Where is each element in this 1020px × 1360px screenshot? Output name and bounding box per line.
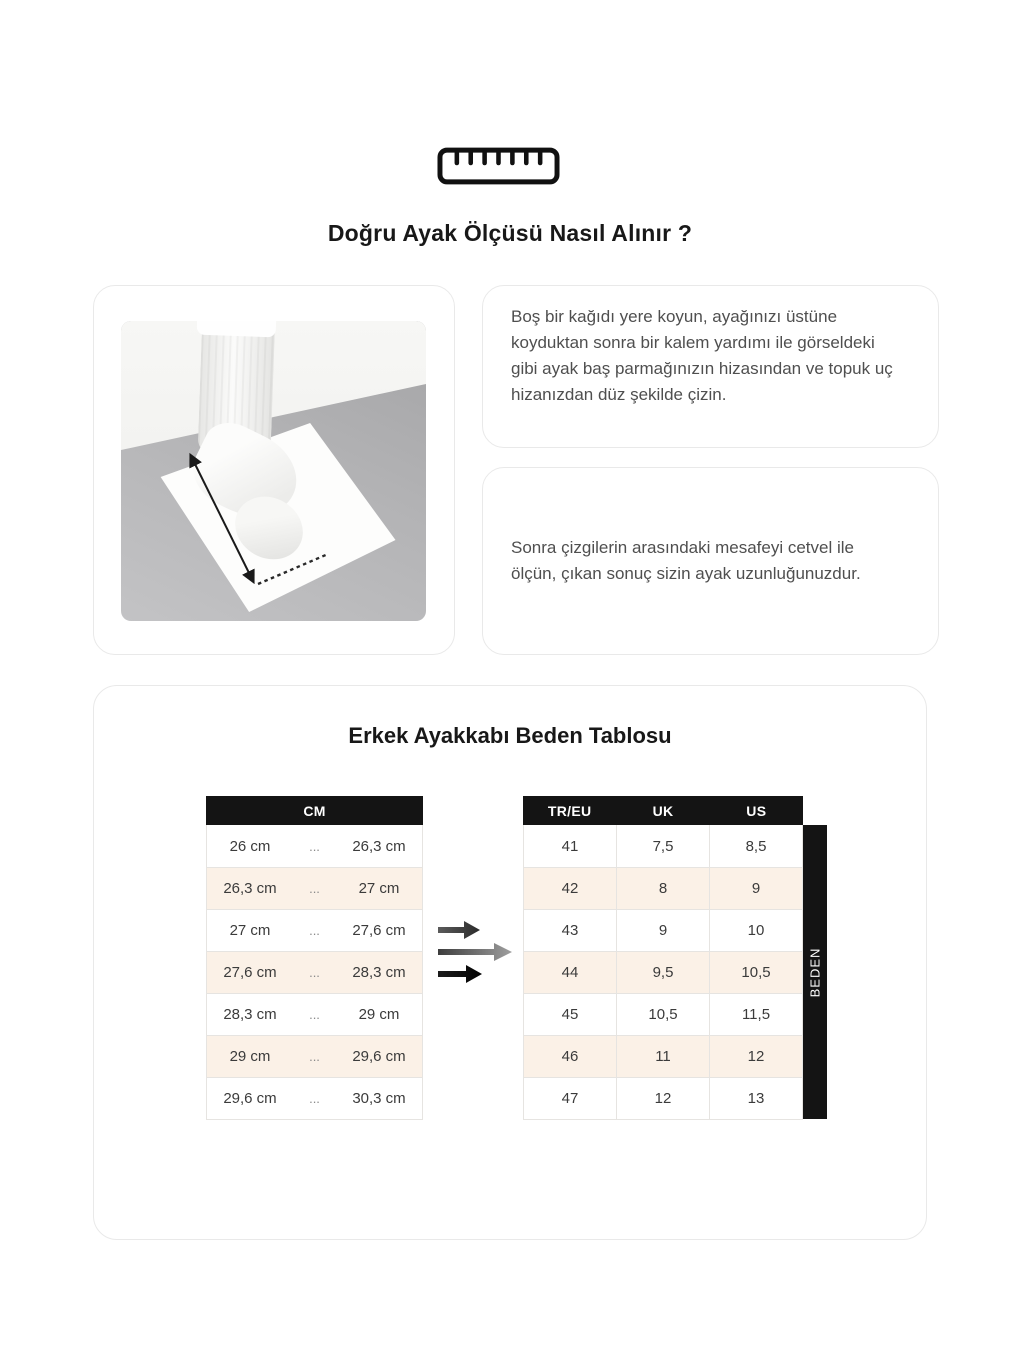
header-us: US	[746, 802, 767, 819]
conversion-arrows-icon	[438, 918, 514, 988]
ruler-icon	[437, 146, 560, 186]
header-tr-eu: TR/EU	[547, 802, 592, 819]
instruction-card-1	[482, 285, 939, 448]
cm-table-header: CM	[206, 796, 423, 825]
page-title: Doğru Ayak Ölçüsü Nasıl Alınır ?	[327, 220, 693, 246]
table-row	[207, 1035, 422, 1077]
measurement-photo-card	[93, 285, 455, 655]
size-table-card	[93, 685, 927, 1240]
size-tr-eu: 41	[524, 825, 617, 867]
range-separator: ...	[309, 1007, 320, 1022]
size-us: 13	[747, 1090, 765, 1107]
size-tr-eu: 44	[524, 952, 617, 993]
cm-to: 29 cm	[358, 1006, 400, 1023]
size-tr-eu: 47	[524, 1078, 617, 1119]
table-row	[524, 1077, 802, 1119]
cm-table-body	[206, 825, 423, 1120]
table-row	[524, 951, 802, 993]
table-row	[207, 1077, 422, 1119]
length-arrow	[191, 456, 253, 581]
instruction-card-2	[482, 467, 939, 655]
cm-to: 28,3 cm	[352, 964, 406, 981]
size-uk: 9	[617, 910, 710, 951]
measurement-arrow-overlay	[121, 321, 426, 621]
foot-measurement-photo	[121, 321, 426, 621]
beden-side-label-text: BEDEN	[807, 947, 823, 997]
table-row	[524, 909, 802, 951]
cm-from: 29,6 cm	[223, 1090, 277, 1107]
cm-from: 28,3 cm	[223, 1006, 277, 1023]
toe-dotted-line	[258, 554, 328, 584]
size-uk: 11	[617, 1036, 710, 1077]
cm-from: 29 cm	[229, 1048, 271, 1065]
size-table-header-row	[523, 796, 803, 825]
size-tr-eu: 46	[524, 1036, 617, 1077]
cm-from: 27,6 cm	[223, 964, 277, 981]
range-separator: ...	[309, 965, 320, 980]
size-tr-eu: 42	[524, 868, 617, 909]
range-separator: ...	[309, 838, 320, 854]
instruction-step-2: Sonra çizgilerin arasındaki mesafeyi cetvel ile ölçün, çıkan sonuç sizin ayak uzunluğunuzdur.	[511, 538, 861, 583]
size-uk: 9,5	[617, 952, 710, 993]
size-us: 8,5	[745, 837, 767, 855]
size-us: 10,5	[741, 964, 771, 981]
size-us: 9	[751, 880, 761, 897]
size-us: 12	[747, 1048, 765, 1065]
cm-to: 30,3 cm	[352, 1090, 406, 1107]
cm-table	[206, 796, 423, 1120]
size-us: 11,5	[741, 1006, 771, 1023]
beden-side-label	[803, 825, 827, 1119]
cm-to: 27 cm	[358, 880, 400, 897]
size-us: 10	[747, 922, 765, 939]
table-row	[524, 825, 802, 867]
table-row	[524, 1035, 802, 1077]
header-uk: UK	[652, 802, 674, 819]
ruler-icon-svg	[437, 146, 560, 186]
cm-from: 26,3 cm	[223, 880, 277, 897]
size-tr-eu: 43	[524, 910, 617, 951]
range-separator: ...	[309, 1049, 320, 1064]
size-conversion-table	[523, 796, 803, 1120]
table-row	[207, 909, 422, 951]
table-row	[207, 825, 422, 867]
cm-to: 29,6 cm	[352, 1048, 406, 1065]
range-separator: ...	[309, 881, 320, 896]
cm-from: 27 cm	[229, 922, 271, 939]
table-row	[207, 951, 422, 993]
instruction-step-1: Boş bir kağıdı yere koyun, ayağınızı üstüne koyduktan sonra bir kalem yardımı ile görseldeki gibi ayak baş parmağınızın hizasından ve topuk uç hizanızdan düz şekilde çizin.	[511, 307, 893, 404]
table-row	[207, 993, 422, 1035]
table-row	[524, 867, 802, 909]
size-table-title: Erkek Ayakkabı Beden Tablosu	[348, 723, 672, 748]
size-tr-eu: 45	[524, 994, 617, 1035]
cm-from: 26 cm	[229, 837, 271, 855]
size-uk: 10,5	[617, 994, 710, 1035]
table-row	[207, 867, 422, 909]
size-uk: 7,5	[617, 825, 710, 867]
range-separator: ...	[309, 1091, 320, 1106]
size-uk: 12	[617, 1078, 710, 1119]
size-uk: 8	[617, 868, 710, 909]
table-row	[524, 993, 802, 1035]
cm-to: 27,6 cm	[352, 922, 406, 939]
cm-to: 26,3 cm	[352, 837, 406, 855]
range-separator: ...	[309, 923, 320, 938]
size-table-body	[523, 825, 803, 1120]
